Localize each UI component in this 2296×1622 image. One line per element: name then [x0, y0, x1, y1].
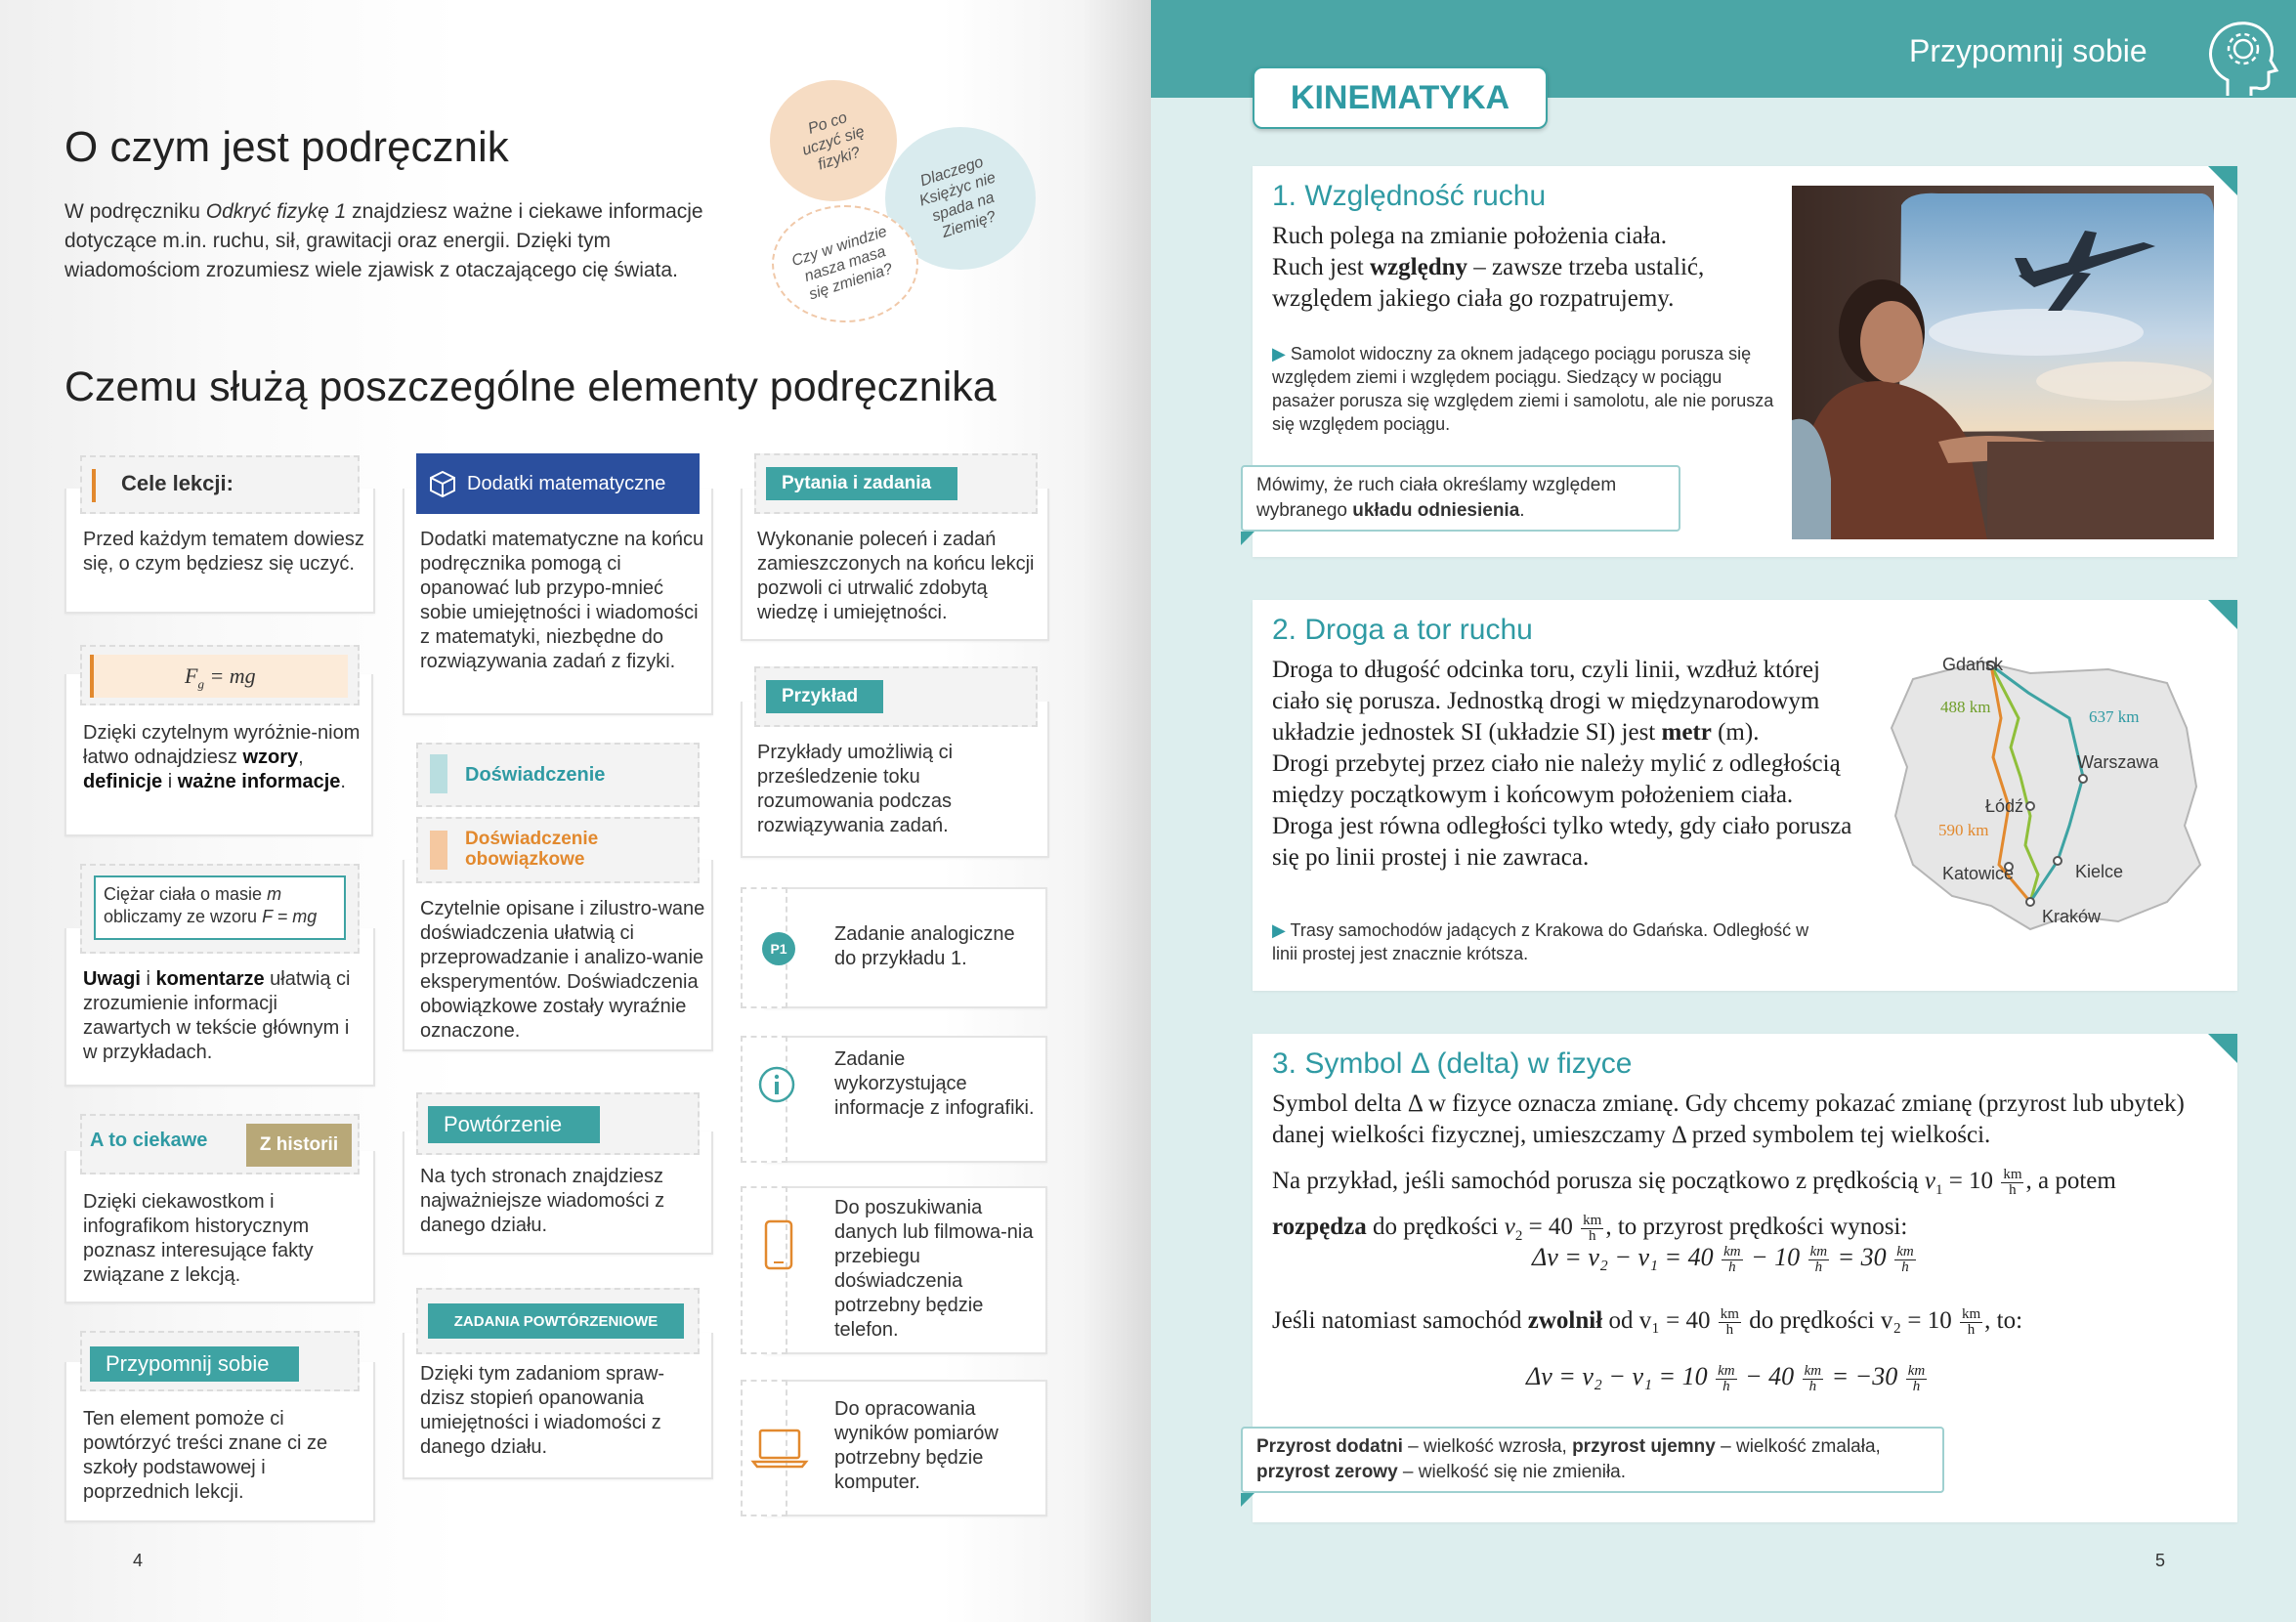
- city-krakow: Kraków: [2042, 907, 2102, 926]
- prz-text: Przykłady umożliwią ci prześledzenie toku rozumowania podczas rozwiązywania zadań.: [757, 742, 954, 836]
- zad-header: ZADANIA POWTÓRZENIOWE: [416, 1288, 700, 1354]
- phone-side: [741, 1186, 787, 1354]
- section-3-p2: Na przykład, jeśli samochód porusza się początkowo z prędkością $v_1 = 10$ $\frac{km}{h}$ , a potem rozpędza do prędkości $v_2 = 40$ $\frac{km}{h}$ , to przyrost prędkości wynosi:: [1272, 1166, 2116, 1244]
- section-3-p3: Jeśli natomiast samochód zwolnił od v₁ = 40 $\frac{km}{h}$ do prędkości v₂ = 10 $\frac{km}{h}$ , to:: [1272, 1305, 2023, 1338]
- city-warszawa: Warszawa: [2077, 752, 2159, 772]
- section-2-caption: ▶ Trasy samochodów jadących z Krakowa do Gdańska. Odległość w linii prostej jest znacznie krótsza.: [1272, 920, 1809, 963]
- city-lodz: Łódź: [1985, 796, 2024, 816]
- cube-icon: [428, 469, 457, 498]
- header-title: Przypomnij sobie: [1909, 33, 2147, 68]
- wzory-text: Dzięki czytelnym wyróżnie-niom łatwo odnajdziesz wzory, definicje i ważne informacje.: [83, 722, 361, 792]
- section-3-note: Przyrost dodatni – wielkość wzrosła, przyrost ujemny – wielkość zmalała, przyrost zerowy – wielkość się nie zmieniła.: [1241, 1427, 1944, 1493]
- bubble-elevator: Czy w windzie nasza masa się zmienia?: [772, 205, 918, 322]
- equation-2: Δv = v₂ − v₁ = 10 $\frac{km}{h}$ − 40 $\frac{km}{h}$ = −30 $\frac{km}{h}$: [1526, 1362, 1926, 1394]
- head-gear-icon: [2198, 14, 2288, 104]
- formula-example: $F_g$ = mg: [185, 663, 256, 692]
- math-tag: Dodatki matematyczne: [416, 453, 700, 514]
- przypomnij-header: Przypomnij sobie: [80, 1331, 360, 1391]
- prz-header: Przykład: [754, 666, 1038, 727]
- dosw-ob-header: Doświadczenie obowiązkowe: [416, 817, 700, 883]
- poland-route-map: [1874, 640, 2206, 943]
- laptop-icon: [750, 1427, 809, 1470]
- section-2-text: Droga to długość odcinka toru, czyli linii, wzdłuż której ciało się porusza. Jednostką drogi w międzynarodowym układzie jednostek SI (układzie SI) jest metr (m). Drogi przebytej przez ciało nie należy mylić z odległością między początkowym i końcowym położeniem ciała. Droga jest równa odległości tylko wtedy, gdy ciało porusza się po linii prostej i nie zawraca.: [1272, 657, 1852, 871]
- intro-paragraph: W podręczniku Odkryć fizykę 1 znajdziesz ważne i ciekawe informacje dotyczące m.in. ruchu, sił, grawitacji oraz energii. Dzięki tym wiadomościom zrozumiesz wiele zjawisk z otaczającego cię świata.: [64, 200, 703, 281]
- equation-1: Δv = v₂ − v₁ = 40 $\frac{km}{h}$ − 10 $\frac{km}{h}$ = 30 $\frac{km}{h}$: [1532, 1243, 1914, 1275]
- city-katowice: Katowice: [1942, 864, 2015, 883]
- phone-icon: [764, 1219, 793, 1270]
- section-3-p1: Symbol delta Δ w fizyce oznacza zmianę. Gdy chcemy pokazać zmianę (przyrost lub ubytek) danej wielkości fizycznej, umieszczamy Δ przed symbolem tej wielkości.: [1272, 1090, 2185, 1148]
- p1-badge: P1: [762, 932, 795, 965]
- uwagi-text: Uwagi i komentarze ułatwią ci zrozumienie informacji zawartych w tekście głównym i w przykładach.: [83, 968, 351, 1063]
- p1-text: Zadanie analogiczne do przykładu 1.: [834, 923, 1015, 969]
- dosw-text: Czytelnie opisane i zilustro-wane doświadczenia ułatwią ci przeprowadzanie i analizo-wanie eksperymentów. Doświadczenia obowiązkowe zostały wyraźnie oznaczone.: [420, 898, 705, 1042]
- dist-590: 590 km: [1938, 821, 1989, 839]
- page-number-left: 4: [133, 1551, 144, 1570]
- dist-488: 488 km: [1940, 698, 1991, 716]
- section-1-caption: ▶ Samolot widoczny za oknem jadącego pociągu porusza się względem ziemi i względem pociągu. Siedzący w pociągu pasażer porusza się względem ziemi i samolotu, ale nie porusza się względem pociągu.: [1272, 344, 1774, 434]
- powt-header: Powtórzenie: [416, 1092, 700, 1155]
- section-subtitle: Czemu służą poszczególne elementy podręcznika: [64, 363, 997, 410]
- math-text: Dodatki matematyczne na końcu podręcznika pomogą ci opanować lub przypo-mnieć sobie umiejętności i wiadomości z matematyki, niezbędne do rozwiązywania zadań z fizyki.: [420, 529, 704, 672]
- page-title: O czym jest podręcznik: [64, 123, 509, 171]
- powt-text: Na tych stronach znajdziesz najważniejsze wiadomości z danego działu.: [420, 1166, 665, 1236]
- info-icon: [757, 1065, 796, 1104]
- train-plane-photo: [1792, 186, 2214, 539]
- city-gdansk: Gdańsk: [1942, 655, 2004, 674]
- section-1-text: Ruch polega na zmianie położenia ciała. Ruch jest względny – zawsze trzeba ustalić, względem jakiego ciała go rozpatrujemy.: [1272, 223, 1705, 312]
- pc-text: Do opracowania wyników pomiarów potrzebny będzie komputer.: [834, 1398, 999, 1493]
- page-number-right: 5: [2155, 1551, 2166, 1570]
- zad-text: Dzięki tym zadaniom spraw-dzisz stopień opanowania umiejętności i wiadomości z danego działu.: [420, 1363, 665, 1458]
- pyt-text: Wykonanie poleceń i zadań zamieszczonych na końcu lekcji pozwoli ci utrwalić zdobytą wiedzę i umiejętności.: [757, 529, 1035, 623]
- dosw-header: Doświadczenie: [416, 743, 700, 807]
- historii-tag: Z historii: [246, 1124, 352, 1167]
- info-text: Zadanie wykorzystujące informacje z infografiki.: [834, 1048, 1035, 1119]
- uwagi-header: Ciężar ciała o masie m obliczamy ze wzoru F = mg: [80, 864, 360, 954]
- ciekawe-header: A to ciekawe Z historii: [80, 1114, 360, 1174]
- ciekawe-text: Dzięki ciekawostkom i infografikom historycznym poznasz interesujące fakty związane z lekcją.: [83, 1191, 314, 1286]
- bubble-why-physics: Po co uczyć się fizyki?: [770, 80, 897, 201]
- cele-text: Przed każdym tematem dowiesz się, o czym będziesz się uczyć.: [83, 529, 364, 575]
- wzory-header: [80, 645, 360, 705]
- section-3-title: 3. Symbol Δ (delta) w fizyce: [1272, 1047, 1633, 1080]
- kinematyka-tag: KINEMATYKA: [1253, 66, 1548, 129]
- section-2-title: 2. Droga a tor ruchu: [1272, 614, 1533, 646]
- right-page: [1151, 0, 2296, 1622]
- cele-header: Cele lekcji:: [80, 455, 360, 514]
- bubble-moon: Dlaczego Księżyc nie spada na Ziemię?: [885, 127, 1036, 270]
- section-1-note: Mówimy, że ruch ciała określamy względem wybranego układu odniesienia.: [1241, 465, 1680, 532]
- phone-text: Do poszukiwania danych lub filmowa-nia przebiegu doświadczenia potrzebny będzie telefon.: [834, 1197, 1034, 1341]
- pyt-header: Pytania i zadania: [754, 453, 1038, 514]
- dist-637: 637 km: [2089, 707, 2140, 726]
- przypomnij-text: Ten element pomoże ci powtórzyć treści znane ci ze szkoły podstawowej i poprzednich lekcji.: [83, 1408, 328, 1503]
- section-1-title: 1. Względność ruchu: [1272, 180, 1547, 212]
- city-kielce: Kielce: [2075, 862, 2124, 881]
